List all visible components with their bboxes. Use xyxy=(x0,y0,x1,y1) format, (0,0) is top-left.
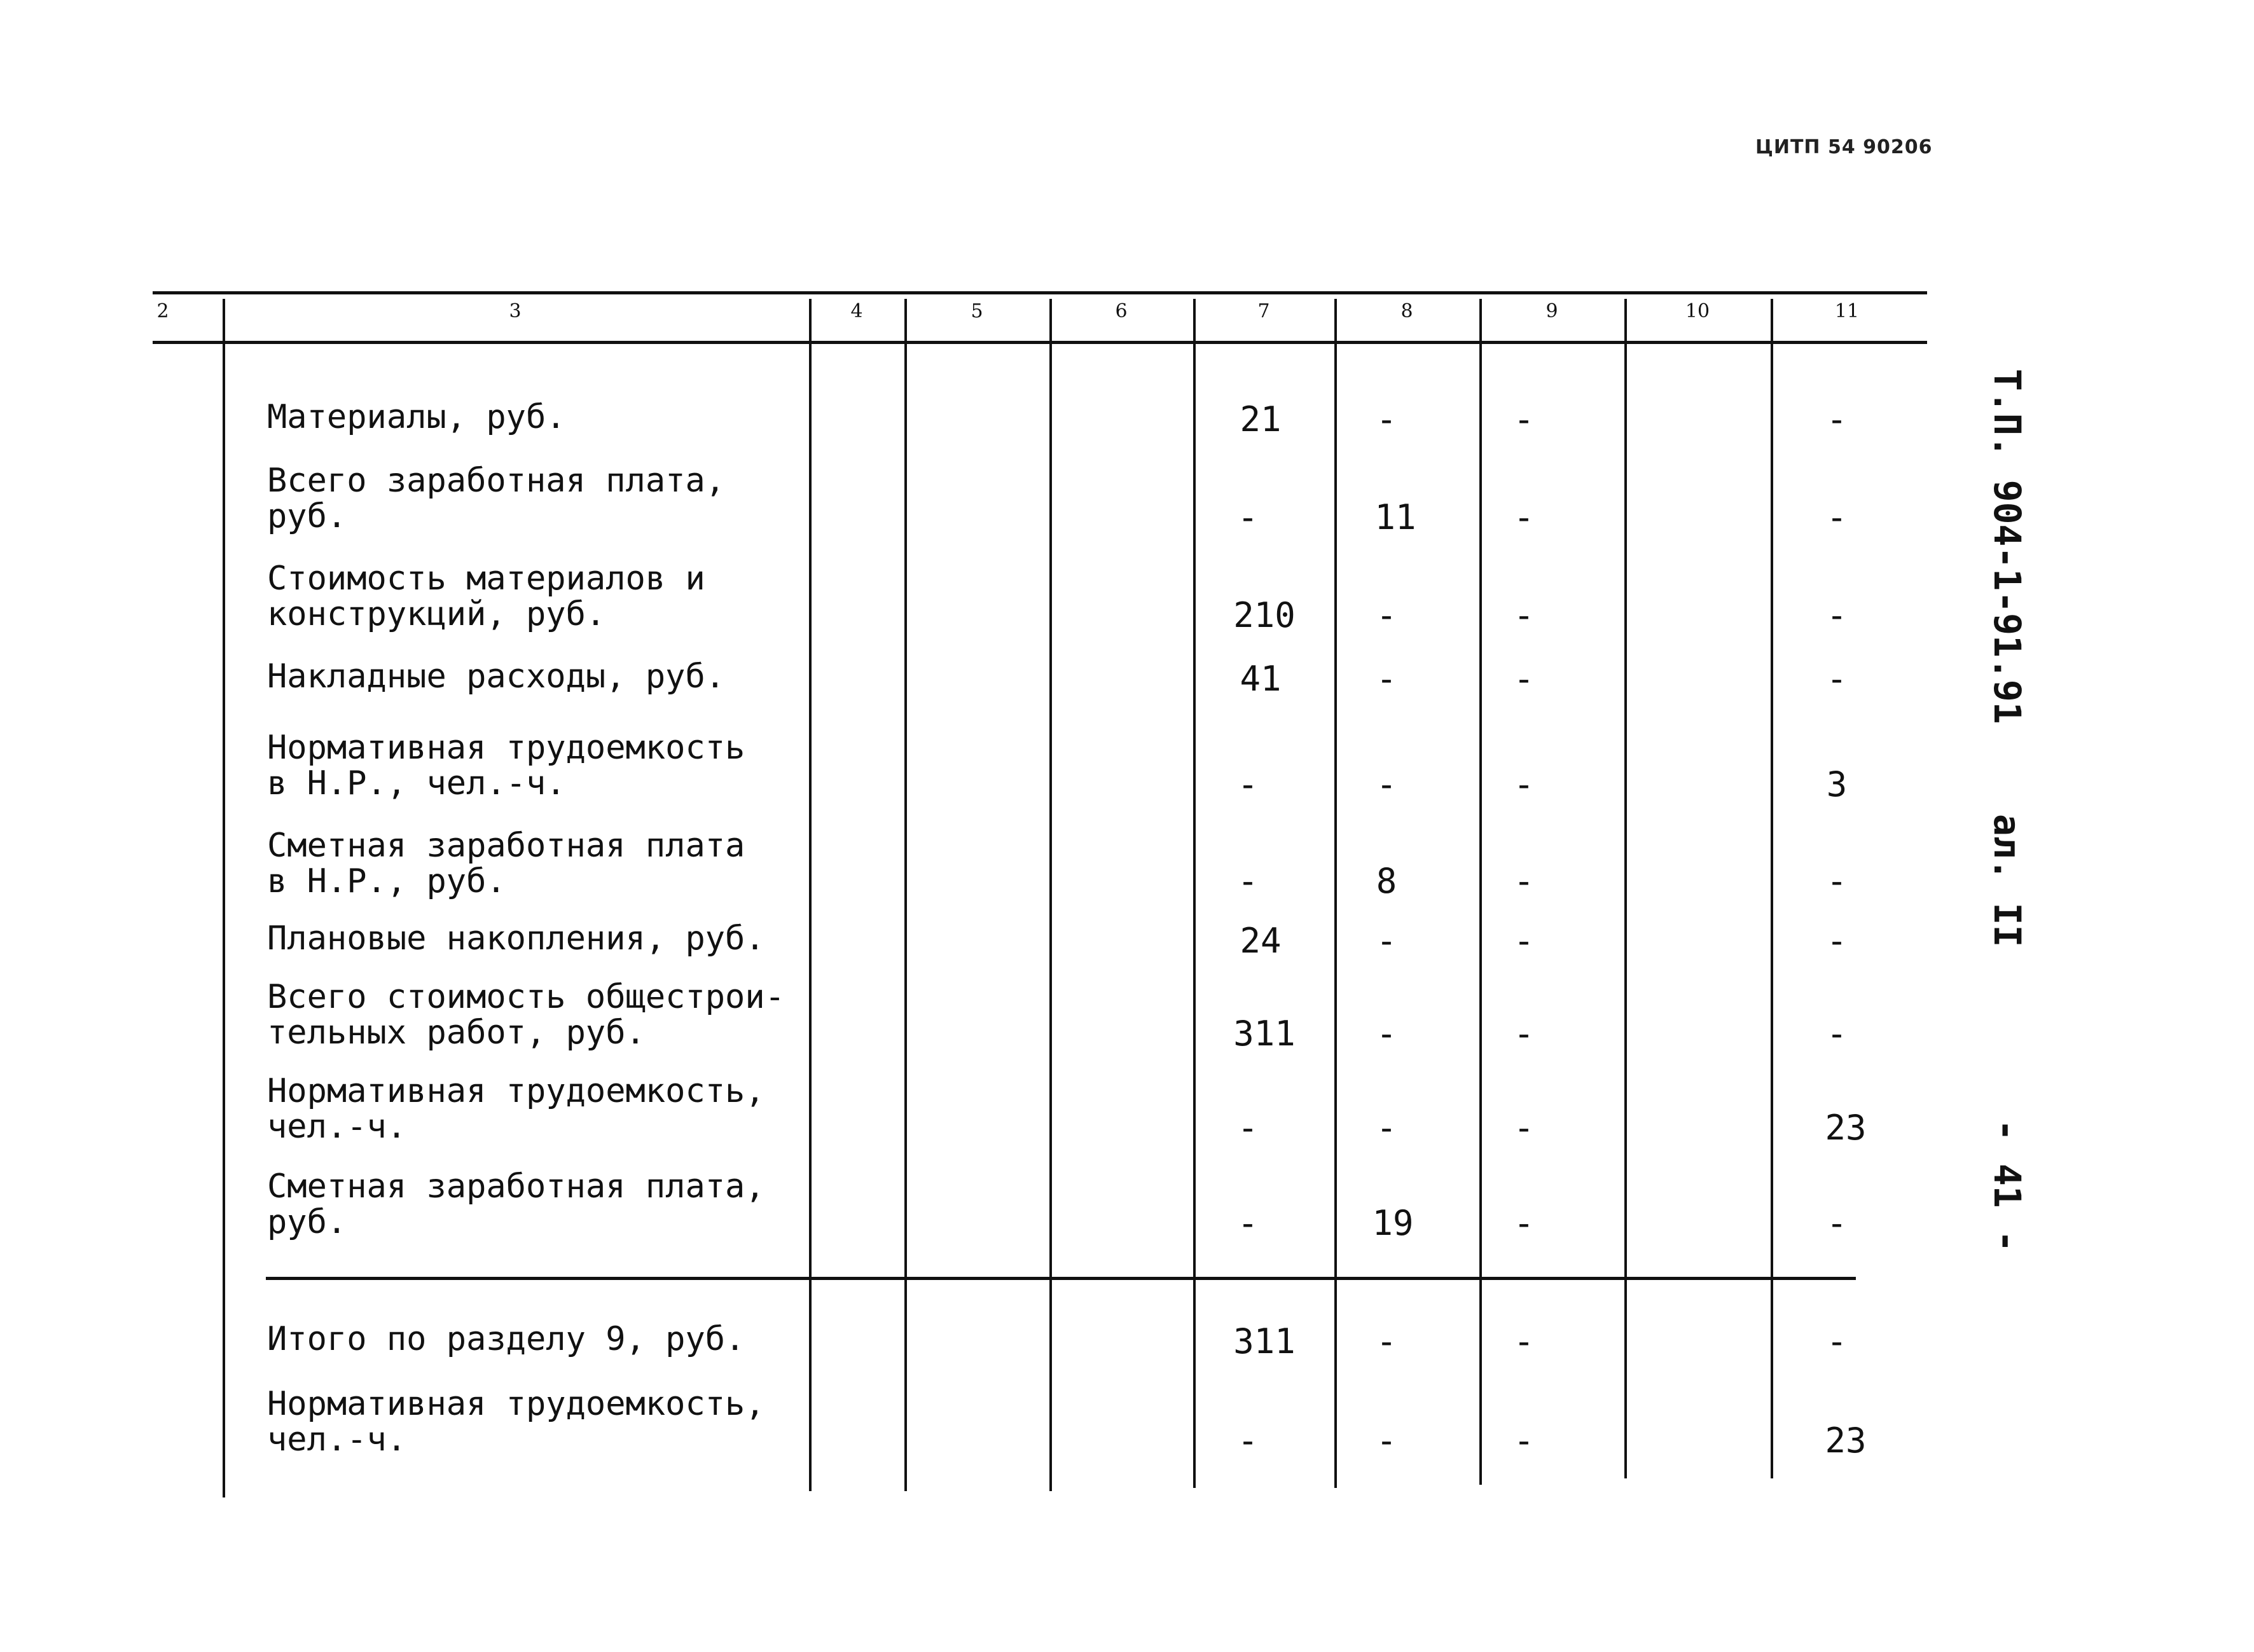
cell-col11: - xyxy=(1826,1203,1848,1243)
cell-col11: 23 xyxy=(1825,1108,1867,1148)
row-label: Нормативная трудоемкость в Н.Р., чел.-ч. xyxy=(267,729,745,802)
totals-separator xyxy=(266,1277,1856,1280)
cell-col7: - xyxy=(1237,497,1259,537)
row-label: Материалы, руб. xyxy=(267,398,566,436)
row-label: Всего стоимость общестрои- тельных работ, руб. xyxy=(267,978,785,1052)
cell-col7: - xyxy=(1237,764,1259,804)
column-divider xyxy=(1193,299,1196,1488)
cell-col9: - xyxy=(1513,1203,1535,1243)
cell-col8: - xyxy=(1376,1321,1397,1361)
cell-col7: - xyxy=(1237,1421,1259,1461)
cell-col9: - xyxy=(1513,1108,1535,1148)
cell-col11: - xyxy=(1826,595,1848,635)
totals-label: Нормативная трудоемкость, чел.-ч. xyxy=(267,1385,765,1459)
cell-col8: - xyxy=(1376,1421,1397,1461)
column-number: 10 xyxy=(1685,300,1710,322)
side-document-code: Т.П. 904-1-91.91 xyxy=(1986,369,2029,724)
column-number: 3 xyxy=(509,300,522,322)
row-label: Всего заработная плата, руб. xyxy=(267,462,726,535)
cell-col8: 19 xyxy=(1372,1203,1414,1243)
side-album-label: ал. II xyxy=(1986,814,2029,947)
row-label: Стоимость материалов и конструкций, руб. xyxy=(267,560,705,633)
cell-col8: - xyxy=(1376,595,1397,635)
column-number: 8 xyxy=(1400,300,1413,322)
cell-col8: - xyxy=(1376,764,1397,804)
row-label: Сметная заработная плата в Н.Р., руб. xyxy=(267,827,745,900)
column-divider xyxy=(1334,299,1337,1488)
cell-col9: - xyxy=(1513,399,1535,439)
cell-col11: - xyxy=(1826,659,1848,699)
document-stamp: ЦИТП 54 90206 xyxy=(1755,136,1933,158)
cell-col9: - xyxy=(1513,595,1535,635)
column-number: 7 xyxy=(1257,300,1270,322)
column-number: 5 xyxy=(971,300,983,322)
totals-label: Итого по разделу 9, руб. xyxy=(267,1320,745,1358)
cell-col7: - xyxy=(1237,1203,1259,1243)
cell-col11: - xyxy=(1826,921,1848,961)
cell-col9: - xyxy=(1513,659,1535,699)
cell-col9: - xyxy=(1513,764,1535,804)
cell-col7: 41 xyxy=(1240,659,1282,699)
cell-col11: - xyxy=(1826,399,1848,439)
column-number: 9 xyxy=(1545,300,1558,322)
column-divider xyxy=(1049,299,1052,1491)
cell-col9: - xyxy=(1513,497,1535,537)
table-top-border xyxy=(153,291,1927,294)
cell-col7: 21 xyxy=(1240,399,1282,439)
cell-col8: - xyxy=(1376,399,1397,439)
column-divider xyxy=(223,299,225,1497)
row-label: Сметная заработная плата, руб. xyxy=(267,1167,765,1241)
cell-col11: - xyxy=(1826,1321,1848,1361)
cell-col7: 210 xyxy=(1233,595,1296,635)
cell-col11: 23 xyxy=(1825,1421,1867,1461)
cell-col11: - xyxy=(1826,1014,1848,1054)
cell-col7: - xyxy=(1237,1108,1259,1148)
row-label: Плановые накопления, руб. xyxy=(267,919,765,958)
column-divider xyxy=(809,299,812,1491)
cell-col9: - xyxy=(1513,921,1535,961)
cell-col8: - xyxy=(1376,1108,1397,1148)
cell-col8: - xyxy=(1376,659,1397,699)
cell-col7: - xyxy=(1237,861,1259,901)
row-label: Накладные расходы, руб. xyxy=(267,657,726,696)
cell-col7: 311 xyxy=(1233,1014,1296,1054)
cell-col11: - xyxy=(1826,861,1848,901)
cell-col8: - xyxy=(1376,1014,1397,1054)
column-number: 4 xyxy=(850,300,863,322)
column-number: 6 xyxy=(1115,300,1128,322)
cell-col8: 8 xyxy=(1376,861,1397,901)
cell-col9: - xyxy=(1513,861,1535,901)
header-bottom-border xyxy=(153,341,1927,344)
cell-col8: 11 xyxy=(1374,497,1416,537)
cell-col9: - xyxy=(1513,1321,1535,1361)
column-divider xyxy=(1624,299,1627,1478)
cell-col9: - xyxy=(1513,1421,1535,1461)
row-label: Нормативная трудоемкость, чел.-ч. xyxy=(267,1072,765,1146)
side-page-number: - 41 - xyxy=(1986,1119,2029,1253)
cell-col8: - xyxy=(1376,921,1397,961)
cell-col9: - xyxy=(1513,1014,1535,1054)
cell-col11: - xyxy=(1826,497,1848,537)
column-number: 11 xyxy=(1834,300,1860,322)
column-number: 2 xyxy=(156,300,169,322)
column-divider xyxy=(904,299,907,1491)
column-divider xyxy=(1771,299,1773,1478)
cell-col7: 24 xyxy=(1240,921,1282,961)
cell-col7: 311 xyxy=(1233,1321,1296,1361)
cell-col11: 3 xyxy=(1826,764,1848,804)
